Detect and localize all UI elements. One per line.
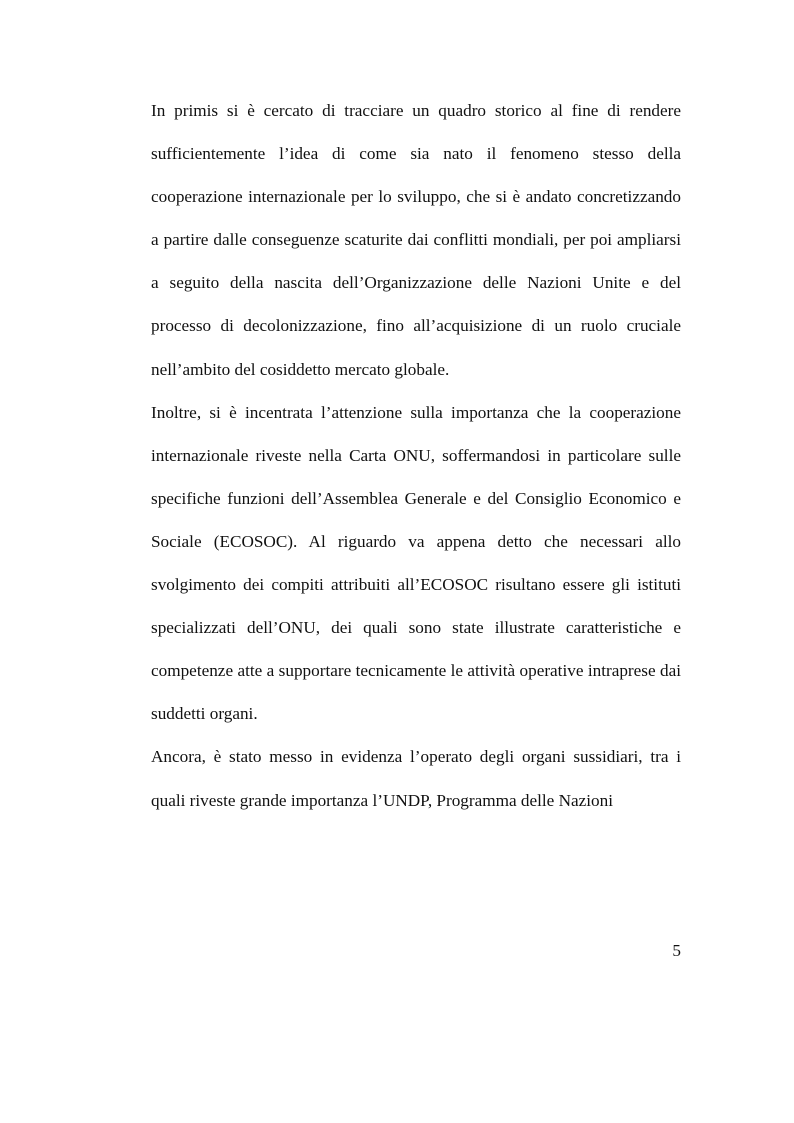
paragraph-historical-overview: In primis si è cercato di tracciare un quadro storico al fine di rendere sufficientemente l’idea di come sia nato il fenomeno stesso della cooperazione internazionale per lo sviluppo, che si è andato concretizzando a partire dalle conseguenze scaturite dai conflitti mondiali, per poi ampliarsi a seguito della nascita dell’Organizzazione delle Nazioni Unite e del processo di decolonizzazione, fino all’acquisizione di un ruolo cruciale nell’ambito del cosiddetto mercato globale. [151, 101, 681, 379]
page-number: 5 [672, 941, 681, 960]
paragraph-un-charter: Inoltre, si è incentrata l’attenzione sulla importanza che la cooperazione internazionale riveste nella Carta ONU, soffermandosi in particolare sulle specifiche funzioni dell’Assemblea Generale e del Consiglio Economico e Sociale (ECOSOC). Al riguardo va appena detto che necessari allo svolgimento dei compiti attribuiti all’ECOSOC risultano essere gli istituti specializzati dell’ONU, dei quali sono state illustrate caratteristiche e competenze atte a supportare tecnicamente le attività operative intraprese dai suddetti organi. [151, 402, 681, 724]
body-text [151, 89, 681, 822]
paragraph-subsidiary-organs: Ancora, è stato messo in evidenza l’operato degli organi sussidiari, tra i quali riveste grande importanza l’UNDP, Programma delle Nazioni [151, 747, 681, 810]
